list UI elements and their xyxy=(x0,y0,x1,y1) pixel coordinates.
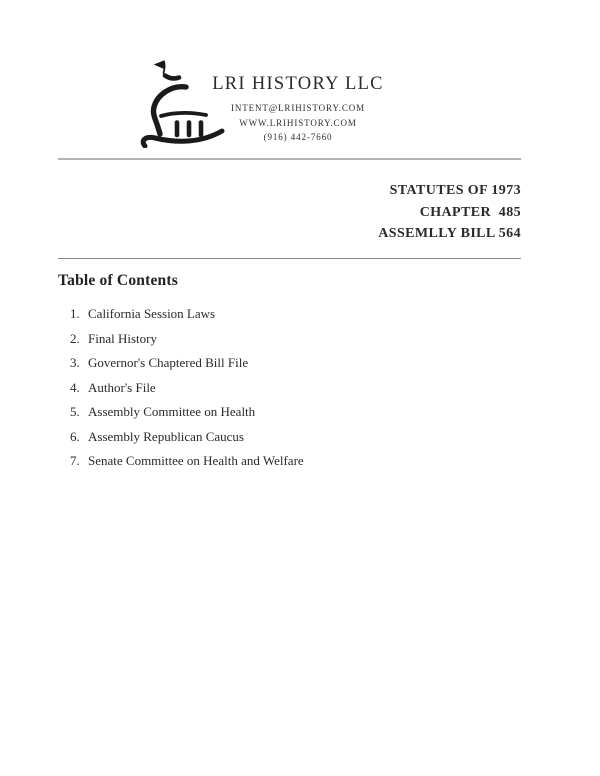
toc-item-label: Governor's Chaptered Bill File xyxy=(88,355,249,370)
toc-title: Table of Contents xyxy=(58,272,178,289)
statutes-line: STATUTES OF 1973 xyxy=(389,183,521,198)
toc-item xyxy=(70,405,538,418)
toc-item-label: Final History xyxy=(88,330,157,346)
assembly-bill-line: ASSEMLLY BILL 564 xyxy=(378,226,521,241)
toc-item-number: 7. xyxy=(70,453,80,468)
toc-item-label: Assembly Committee on Health xyxy=(88,404,256,419)
toc-item-label: Senate Committee on Health and Welfare xyxy=(88,453,304,468)
company-website: WWW.LRIHISTORY.COM xyxy=(239,117,357,128)
table-of-contents xyxy=(58,272,538,479)
chapter-line: CHAPTER 485 xyxy=(419,204,521,220)
toc-item-number: 6. xyxy=(70,428,80,444)
toc-item xyxy=(70,381,538,394)
letterhead-text xyxy=(0,74,596,145)
toc-item-number: 2. xyxy=(70,330,80,346)
toc-item xyxy=(70,454,538,467)
toc-item-number: 4. xyxy=(70,379,80,395)
toc-item-label: Assembly Republican Caucus xyxy=(88,428,244,444)
company-name: LRI HISTORY LLC xyxy=(212,74,384,94)
company-email: INTENT@LRIHISTORY.COM xyxy=(230,103,366,113)
toc-item xyxy=(70,332,538,345)
toc-item-label: Author's File xyxy=(88,379,156,395)
toc-item xyxy=(70,430,538,443)
company-phone: (916) 442-7660 xyxy=(263,132,333,142)
bottom-divider xyxy=(58,258,521,259)
toc-list xyxy=(58,307,538,467)
toc-item-label: California Session Laws xyxy=(88,306,216,321)
toc-item xyxy=(70,356,538,369)
toc-item-number: 3. xyxy=(70,355,80,370)
toc-item-number: 5. xyxy=(70,404,80,419)
toc-item-number: 1. xyxy=(70,306,80,321)
bill-info-block xyxy=(378,180,521,245)
toc-item xyxy=(70,307,538,320)
top-divider xyxy=(58,158,521,160)
